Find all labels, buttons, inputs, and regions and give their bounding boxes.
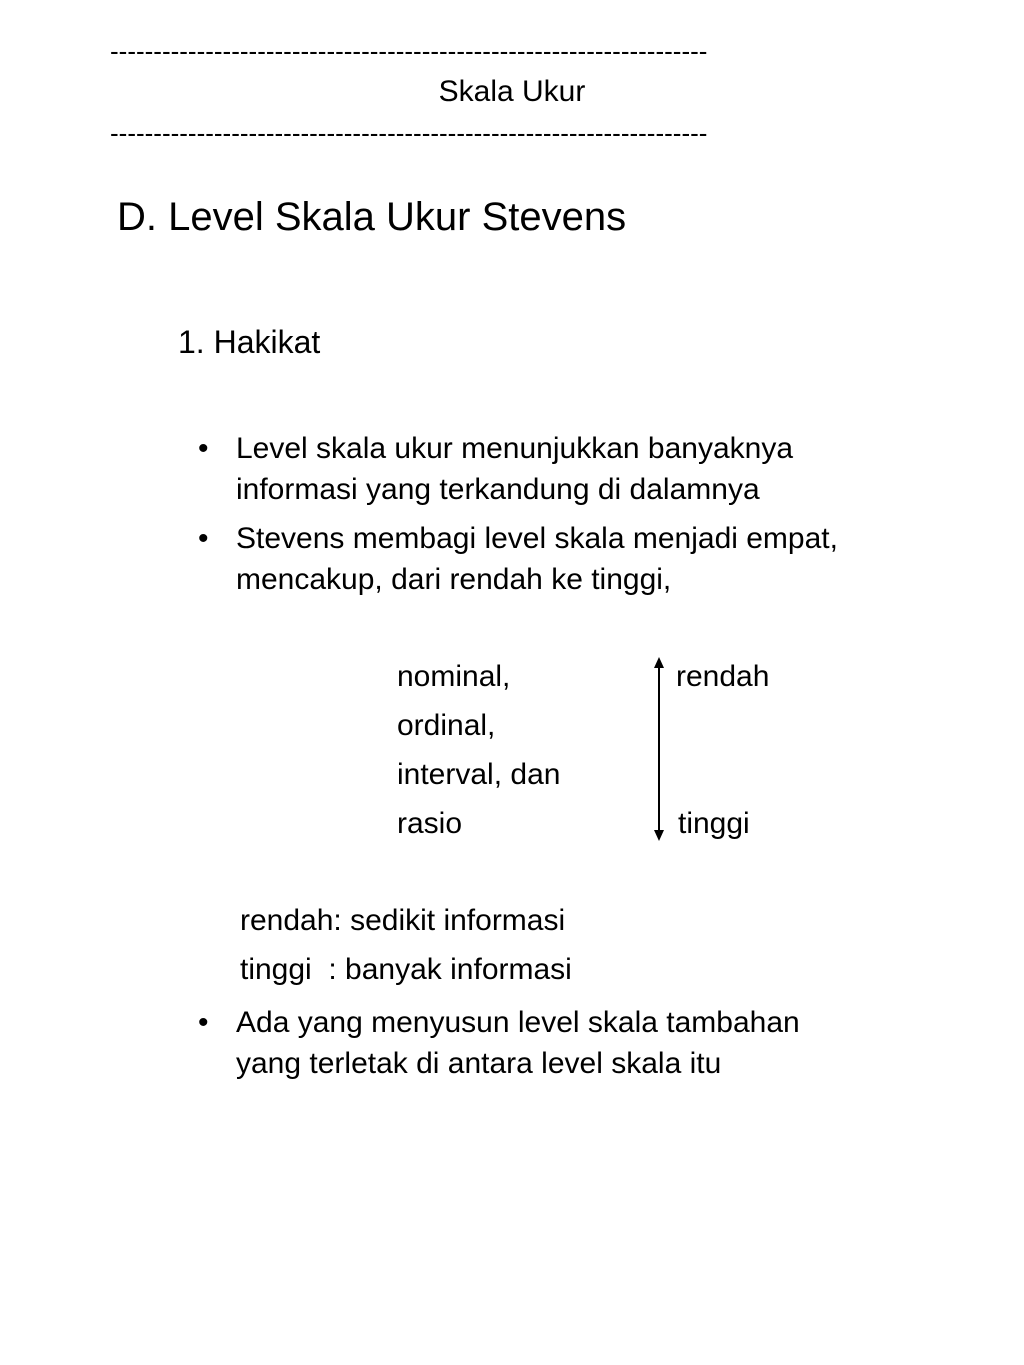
double-arrow-icon bbox=[648, 655, 670, 845]
bullet-line: informasi yang terkandung di dalamnya bbox=[236, 473, 760, 506]
header-title: Skala Ukur bbox=[438, 75, 586, 108]
header-rule-bottom: --------------------------------------------------------------------- bbox=[110, 118, 708, 148]
bullet-marker: • bbox=[198, 432, 209, 465]
bullet-marker: • bbox=[198, 522, 209, 555]
bullet-marker: • bbox=[198, 1006, 209, 1039]
arrow-label-tinggi: tinggi bbox=[678, 807, 750, 840]
definition-rendah: rendah: sedikit informasi bbox=[240, 904, 566, 937]
section-subheading: 1. Hakikat bbox=[178, 324, 321, 360]
bullet-item-3 bbox=[198, 1002, 958, 1086]
bullet-line: Stevens membagi level skala menjadi empat, bbox=[236, 522, 838, 555]
bullet-text bbox=[236, 428, 956, 510]
bullet-text bbox=[236, 518, 956, 600]
bullet-line: Level skala ukur menunjukkan banyaknya bbox=[236, 432, 794, 465]
arrow-label-rendah: rendah bbox=[676, 660, 770, 693]
level-interval: interval, dan bbox=[397, 758, 561, 791]
bullet-item-2 bbox=[198, 518, 958, 602]
level-rasio: rasio bbox=[397, 807, 463, 840]
bullet-line: mencakup, dari rendah ke tinggi, bbox=[236, 563, 672, 596]
page-heading: D. Level Skala Ukur Stevens bbox=[117, 195, 627, 239]
level-ordinal: ordinal, bbox=[397, 709, 496, 742]
level-nominal: nominal, bbox=[397, 660, 511, 693]
definition-tinggi: tinggi : banyak informasi bbox=[240, 953, 572, 986]
header-rule-top: --------------------------------------------------------------------- bbox=[110, 36, 708, 66]
bullet-line: yang terletak di antara level skala itu bbox=[236, 1047, 722, 1080]
bullet-line: Ada yang menyusun level skala tambahan bbox=[236, 1006, 800, 1039]
bullet-item-1 bbox=[198, 428, 958, 512]
bullet-text bbox=[236, 1002, 956, 1084]
